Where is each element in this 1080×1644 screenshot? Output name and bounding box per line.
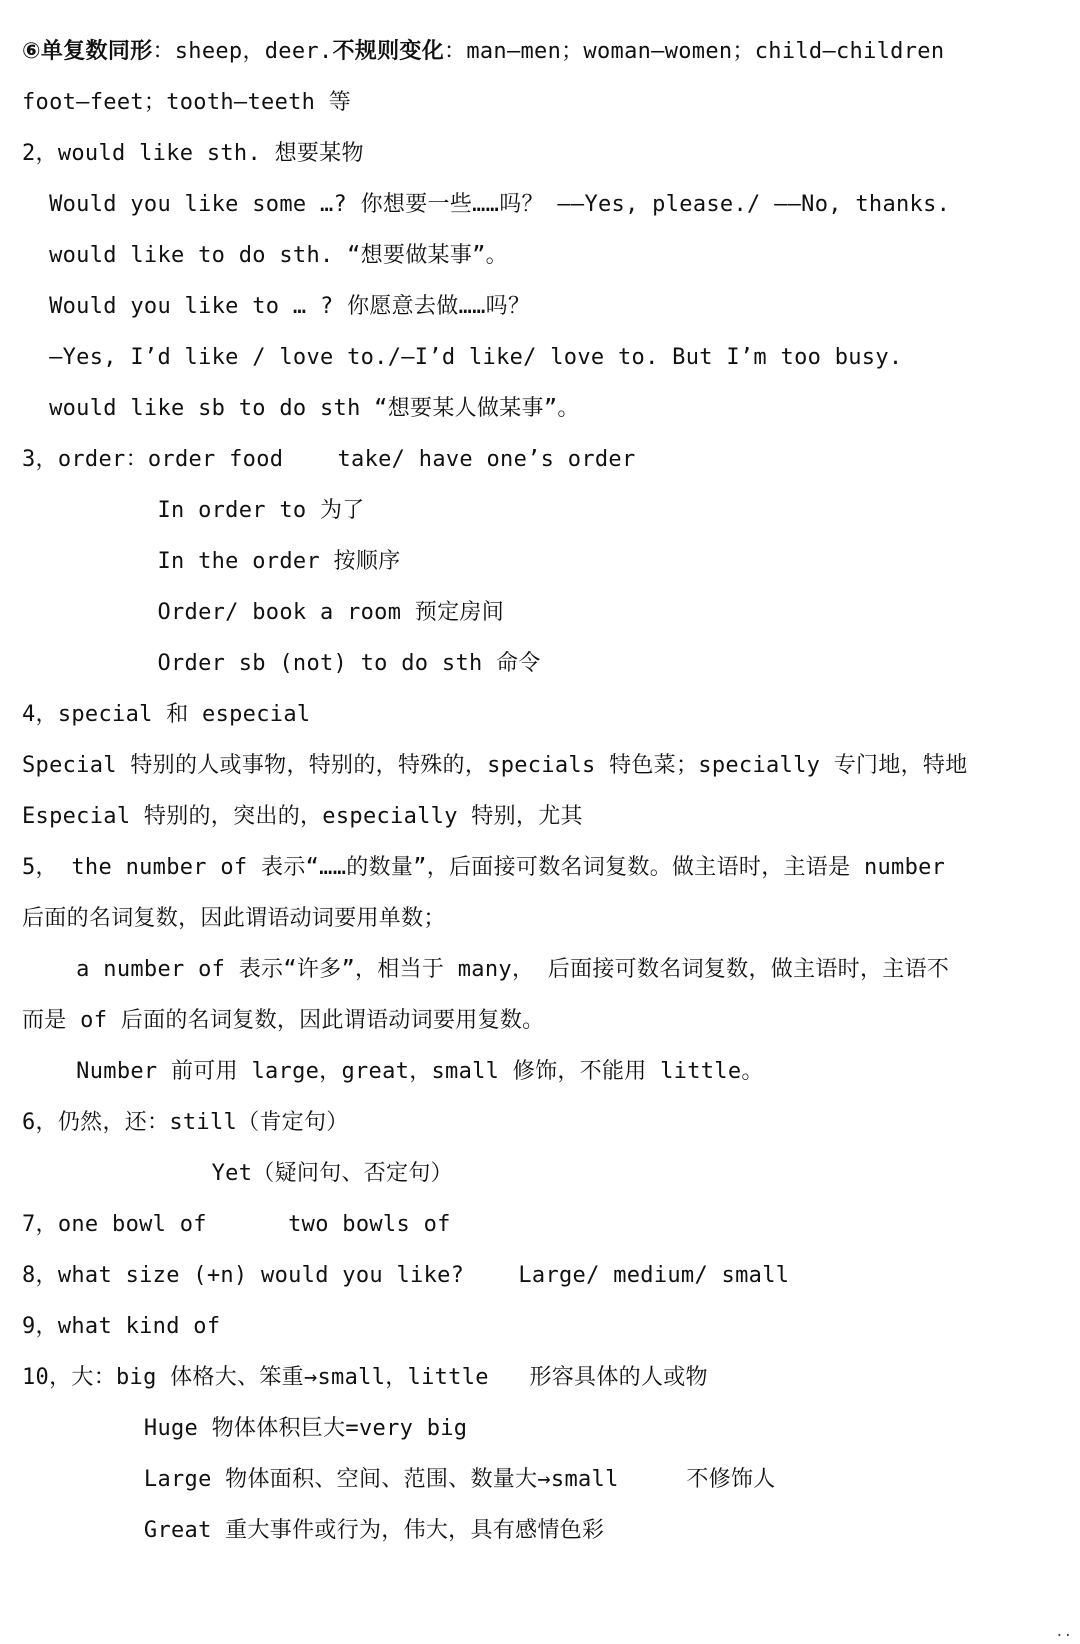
text-segment: Order/ book a room 预定房间 bbox=[22, 600, 505, 625]
bold-text-segment: ⑥单复数同形 bbox=[22, 39, 153, 64]
document-line bbox=[0, 496, 1080, 526]
text-segment: —Yes, I’d like / love to./—I’d like/ love to. But I’m too busy. bbox=[22, 345, 903, 370]
text-segment: Yet（疑问句、否定句） bbox=[22, 1161, 453, 1186]
bold-text-segment: 不规则变化 bbox=[332, 39, 445, 64]
text-segment: Special 特别的人或事物，特别的，特殊的，specials 特色菜；specially 专门地，特地 bbox=[22, 753, 968, 778]
document-line bbox=[0, 1057, 1080, 1087]
document-line bbox=[0, 190, 1080, 220]
text-segment: Huge 物体体积巨大=very big bbox=[22, 1416, 468, 1441]
document-line bbox=[0, 1159, 1080, 1189]
document-line bbox=[0, 1312, 1080, 1342]
text-segment: Would you like some …? 你想要一些……吗？ ——Yes, please./ ——No, thanks. bbox=[22, 192, 951, 217]
document-line bbox=[0, 343, 1080, 373]
text-segment: Would you like to … ? 你愿意去做……吗？ bbox=[22, 294, 531, 319]
document-line bbox=[0, 1006, 1080, 1036]
text-segment: a number of 表示“许多”，相当于 many， 后面接可数名词复数，做主语时，主语不 bbox=[22, 957, 950, 982]
text-segment: 7，one bowl of two bowls of bbox=[22, 1212, 451, 1237]
text-segment: 8，what size (+n) would you like? Large/ medium/ small bbox=[22, 1263, 790, 1288]
document-line bbox=[0, 649, 1080, 679]
text-segment: 10，大：big 体格大、笨重→small，little 形容具体的人或物 bbox=[22, 1365, 708, 1390]
corner-mark: ·· bbox=[1055, 1628, 1072, 1644]
document-line bbox=[0, 1108, 1080, 1138]
document-line bbox=[0, 292, 1080, 322]
document-line bbox=[0, 1414, 1080, 1444]
document-line bbox=[0, 139, 1080, 169]
document-line bbox=[0, 394, 1080, 424]
text-segment: 4，special 和 especial bbox=[22, 702, 311, 727]
document-line bbox=[0, 241, 1080, 271]
document-line bbox=[0, 1516, 1080, 1546]
text-segment: Great 重大事件或行为，伟大，具有感情色彩 bbox=[22, 1518, 605, 1543]
text-segment: 后面的名词复数，因此谓语动词要用单数； bbox=[22, 906, 446, 931]
document-line bbox=[0, 37, 1080, 67]
text-segment: foot—feet；tooth—teeth 等 bbox=[22, 90, 352, 115]
text-segment: would like to do sth. “想要做某事”。 bbox=[22, 243, 508, 268]
text-segment: In order to 为了 bbox=[22, 498, 365, 523]
text-segment: 而是 of 后面的名词复数，因此谓语动词要用复数。 bbox=[22, 1008, 545, 1033]
document-line bbox=[0, 88, 1080, 118]
document-line bbox=[0, 904, 1080, 934]
text-segment: 2，would like sth. 想要某物 bbox=[22, 141, 364, 166]
text-segment: Order sb (not) to do sth 命令 bbox=[22, 651, 541, 676]
text-segment: 6，仍然，还：still（肯定句） bbox=[22, 1110, 349, 1135]
document-line bbox=[0, 955, 1080, 985]
document-line bbox=[0, 802, 1080, 832]
document-line bbox=[0, 700, 1080, 730]
text-segment: Large 物体面积、空间、范围、数量大→small 不修饰人 bbox=[22, 1467, 776, 1492]
text-segment: 5， the number of 表示“……的数量”，后面接可数名词复数。做主语时，主语是 number bbox=[22, 855, 946, 880]
document-line bbox=[0, 853, 1080, 883]
document-line bbox=[0, 547, 1080, 577]
text-segment: 9，what kind of bbox=[22, 1314, 221, 1339]
text-segment: Especial 特别的，突出的，especially 特别，尤其 bbox=[22, 804, 583, 829]
text-segment: would like sb to do sth “想要某人做某事”。 bbox=[22, 396, 580, 421]
document-line bbox=[0, 1363, 1080, 1393]
document-line bbox=[0, 1465, 1080, 1495]
document-line bbox=[0, 1261, 1080, 1291]
document-line bbox=[0, 598, 1080, 628]
document-line bbox=[0, 751, 1080, 781]
document-line bbox=[0, 1210, 1080, 1240]
text-segment: ：sheep，deer. bbox=[152, 39, 333, 64]
text-segment: In the order 按顺序 bbox=[22, 549, 401, 574]
document-line bbox=[0, 445, 1080, 475]
text-segment: 3，order：order food take/ have one’s order bbox=[22, 447, 636, 472]
text-segment: ：man—men；woman—women；child—children bbox=[444, 39, 945, 64]
text-segment: Number 前可用 large，great，small 修饰，不能用 little。 bbox=[22, 1059, 764, 1084]
